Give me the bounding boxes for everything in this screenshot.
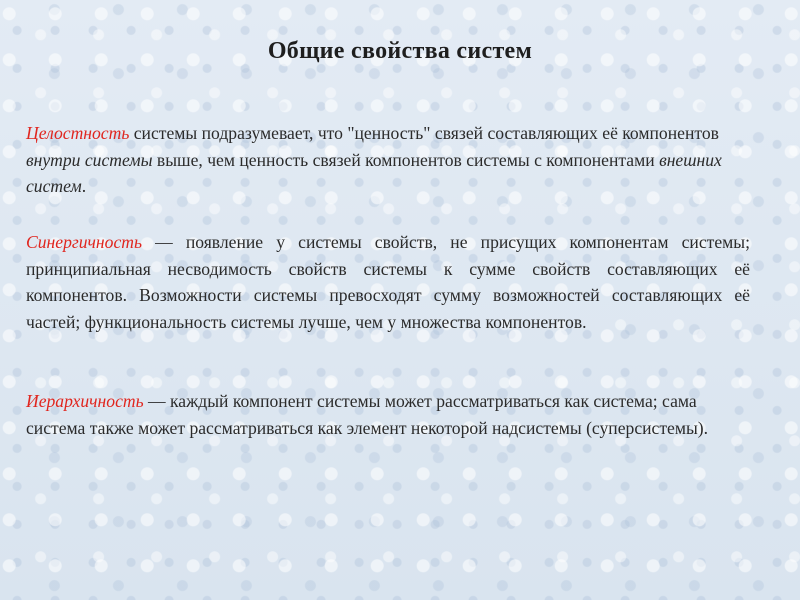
integrity-emphasis-external: внешних систем — [26, 149, 722, 196]
slide-title: Общие свойства систем — [267, 38, 533, 64]
integrity-term: Целостность — [26, 123, 130, 143]
integrity-text-2: выше, чем ценность связей компонентов системы с компонентами — [152, 149, 660, 170]
integrity-text-1: системы подразумевает, что "ценность" связей составляющих её компонентов — [129, 123, 719, 143]
integrity-text-3: . — [81, 176, 87, 196]
integrity-emphasis-inside: внутри системы — [26, 149, 153, 170]
hierarchy-paragraph — [26, 388, 750, 441]
synergy-text: — появление у системы свойств, не присущих компонентам системы; принципиальная несводимость свойств системы к сумме свойств составляющих её компонентов. Возможности системы превосходят сумму возможностей составляющих её частей; функциональность системы лучше, чем у множества компонентов. — [26, 232, 750, 332]
integrity-paragraph — [26, 120, 750, 200]
hierarchy-term: Иерархичность — [26, 391, 144, 411]
synergy-paragraph — [26, 229, 750, 335]
synergy-term: Синергичность — [26, 232, 142, 252]
hierarchy-text: — каждый компонент системы может рассматриваться как система; сама система также может рассматриваться как элемент некоторой надсистемы (суперсистемы). — [26, 391, 709, 438]
